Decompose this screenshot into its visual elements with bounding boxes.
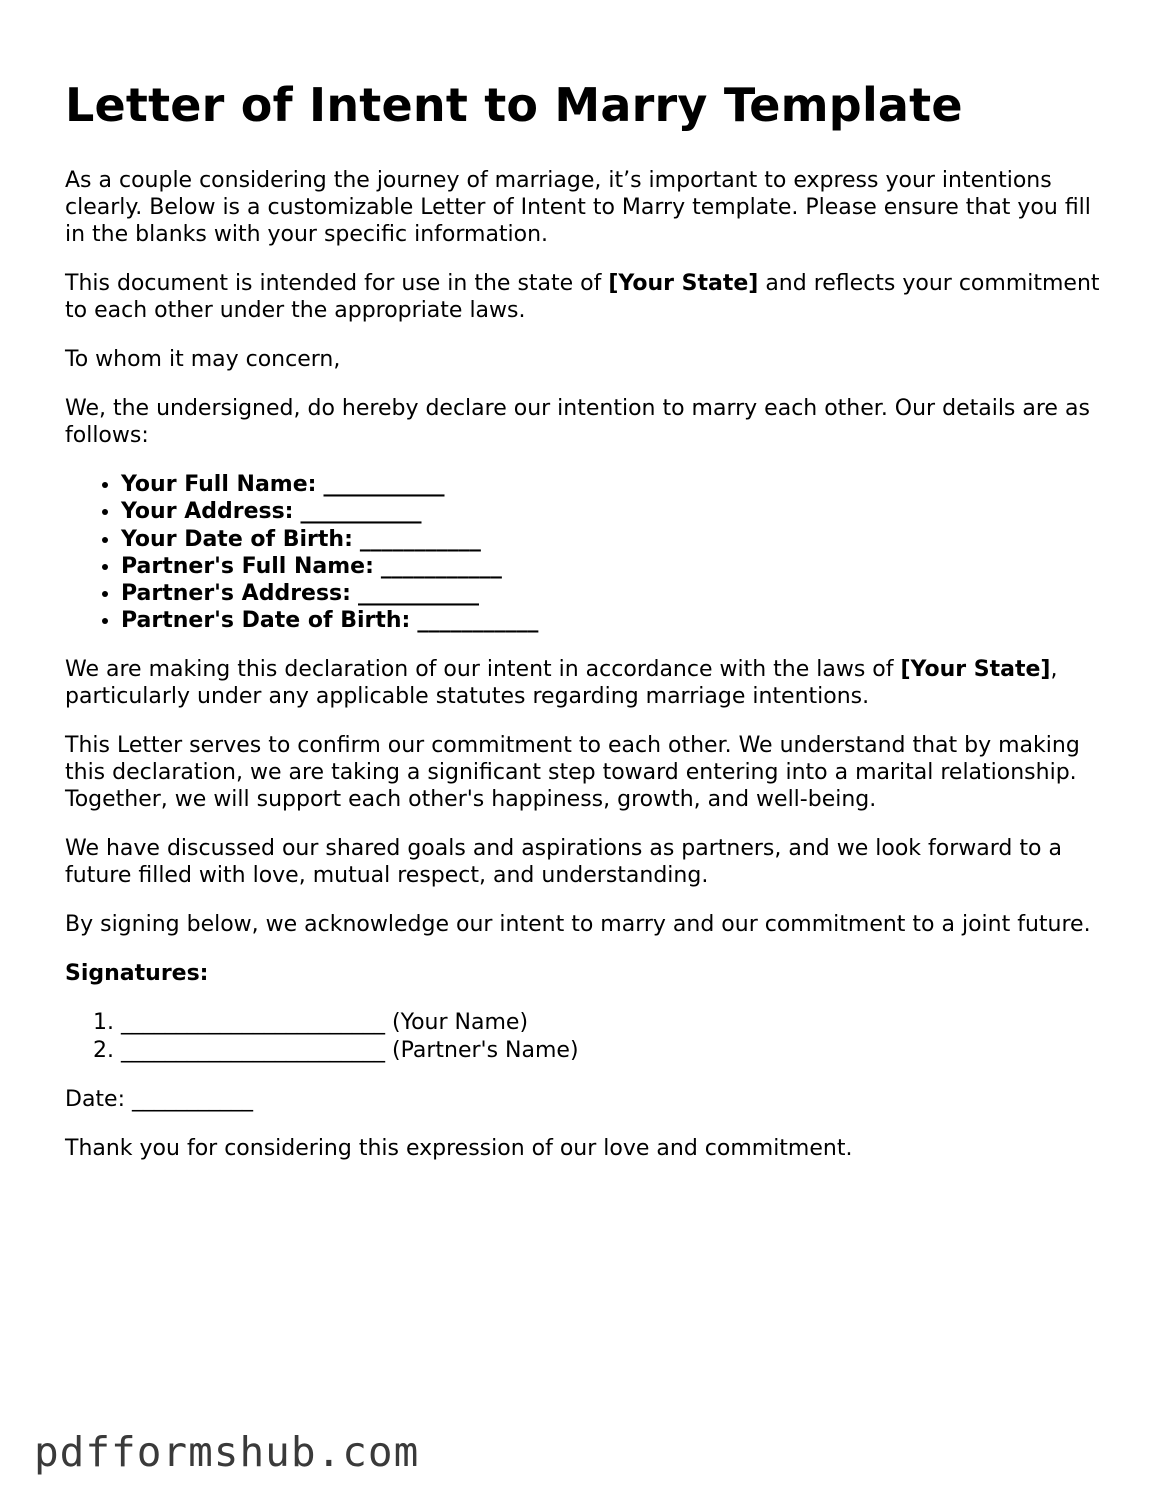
salutation: To whom it may concern,	[65, 347, 341, 373]
laws-paragraph-after: , particularly under any applicable statutes regarding marriage intentions.	[65, 657, 1058, 710]
laws-paragraph	[65, 656, 1105, 710]
signatures-heading: Signatures:	[65, 961, 209, 987]
laws-paragraph-before: We are making this declaration of our intent in accordance with the laws of	[65, 657, 901, 683]
watermark-text: pdfformshub.com	[34, 1428, 420, 1476]
list-item	[121, 607, 1105, 634]
document-page	[65, 78, 1105, 1184]
laws-state-placeholder: [Your State]	[900, 657, 1051, 683]
closing-paragraph: Thank you for considering this expression of our love and commitment.	[65, 1135, 853, 1161]
field-label: Partner's Date of Birth:	[121, 608, 411, 634]
signatures-list	[65, 1009, 1105, 1063]
page-title: Letter of Intent to Marry Template	[65, 78, 963, 132]
acknowledgement-paragraph: By signing below, we acknowledge our intent to marry and our commitment to a joint future.	[65, 912, 1091, 938]
field-blank: ___________	[323, 472, 445, 498]
field-label: Partner's Full Name:	[121, 553, 374, 579]
list-item	[121, 580, 1105, 607]
state-paragraph	[65, 270, 1105, 324]
list-item	[121, 498, 1105, 525]
state-paragraph-after: and reflects your commitment to each other under the appropriate laws.	[65, 271, 1100, 324]
field-label: Partner's Address:	[121, 581, 351, 606]
field-blank: ___________	[300, 499, 422, 525]
signature-line-your-name: 1. ________________________ (Your Name)	[121, 1009, 1105, 1036]
state-paragraph-before: This document is intended for use in the state of	[65, 271, 609, 297]
details-list	[65, 471, 1105, 634]
field-label: Your Date of Birth:	[121, 526, 353, 552]
state-placeholder: [Your State]	[608, 271, 759, 297]
field-blank: ___________	[359, 526, 481, 552]
list-item	[121, 471, 1105, 498]
intro-paragraph: As a couple considering the journey of marriage, it’s important to express your intentions clearly. Below is a customizable Letter of Intent to Marry template. Please ensure that you fill in the blanks with your specific information.	[65, 168, 1091, 248]
field-blank: ___________	[357, 581, 479, 606]
goals-paragraph: We have discussed our shared goals and aspirations as partners, and we look forward to a future filled with love, mutual respect, and understanding.	[65, 836, 1062, 889]
field-blank: ___________	[380, 553, 502, 579]
declaration-paragraph: We, the undersigned, do hereby declare our intention to marry each other. Our details are as follows:	[65, 396, 1090, 449]
signature-line-partner-name: 2. ________________________ (Partner's Name)	[121, 1037, 1105, 1064]
field-label: Your Full Name:	[121, 472, 317, 498]
list-item	[121, 553, 1105, 580]
list-item	[121, 526, 1105, 553]
date-line: Date: ___________	[65, 1086, 253, 1112]
field-blank: ___________	[417, 608, 539, 634]
commitment-paragraph: This Letter serves to confirm our commitment to each other. We understand that by making this declaration, we are taking a significant step toward entering into a marital relationship. Together, we will support each other's happiness, growth, and well-being.	[65, 733, 1080, 813]
field-label: Your Address:	[121, 499, 294, 525]
